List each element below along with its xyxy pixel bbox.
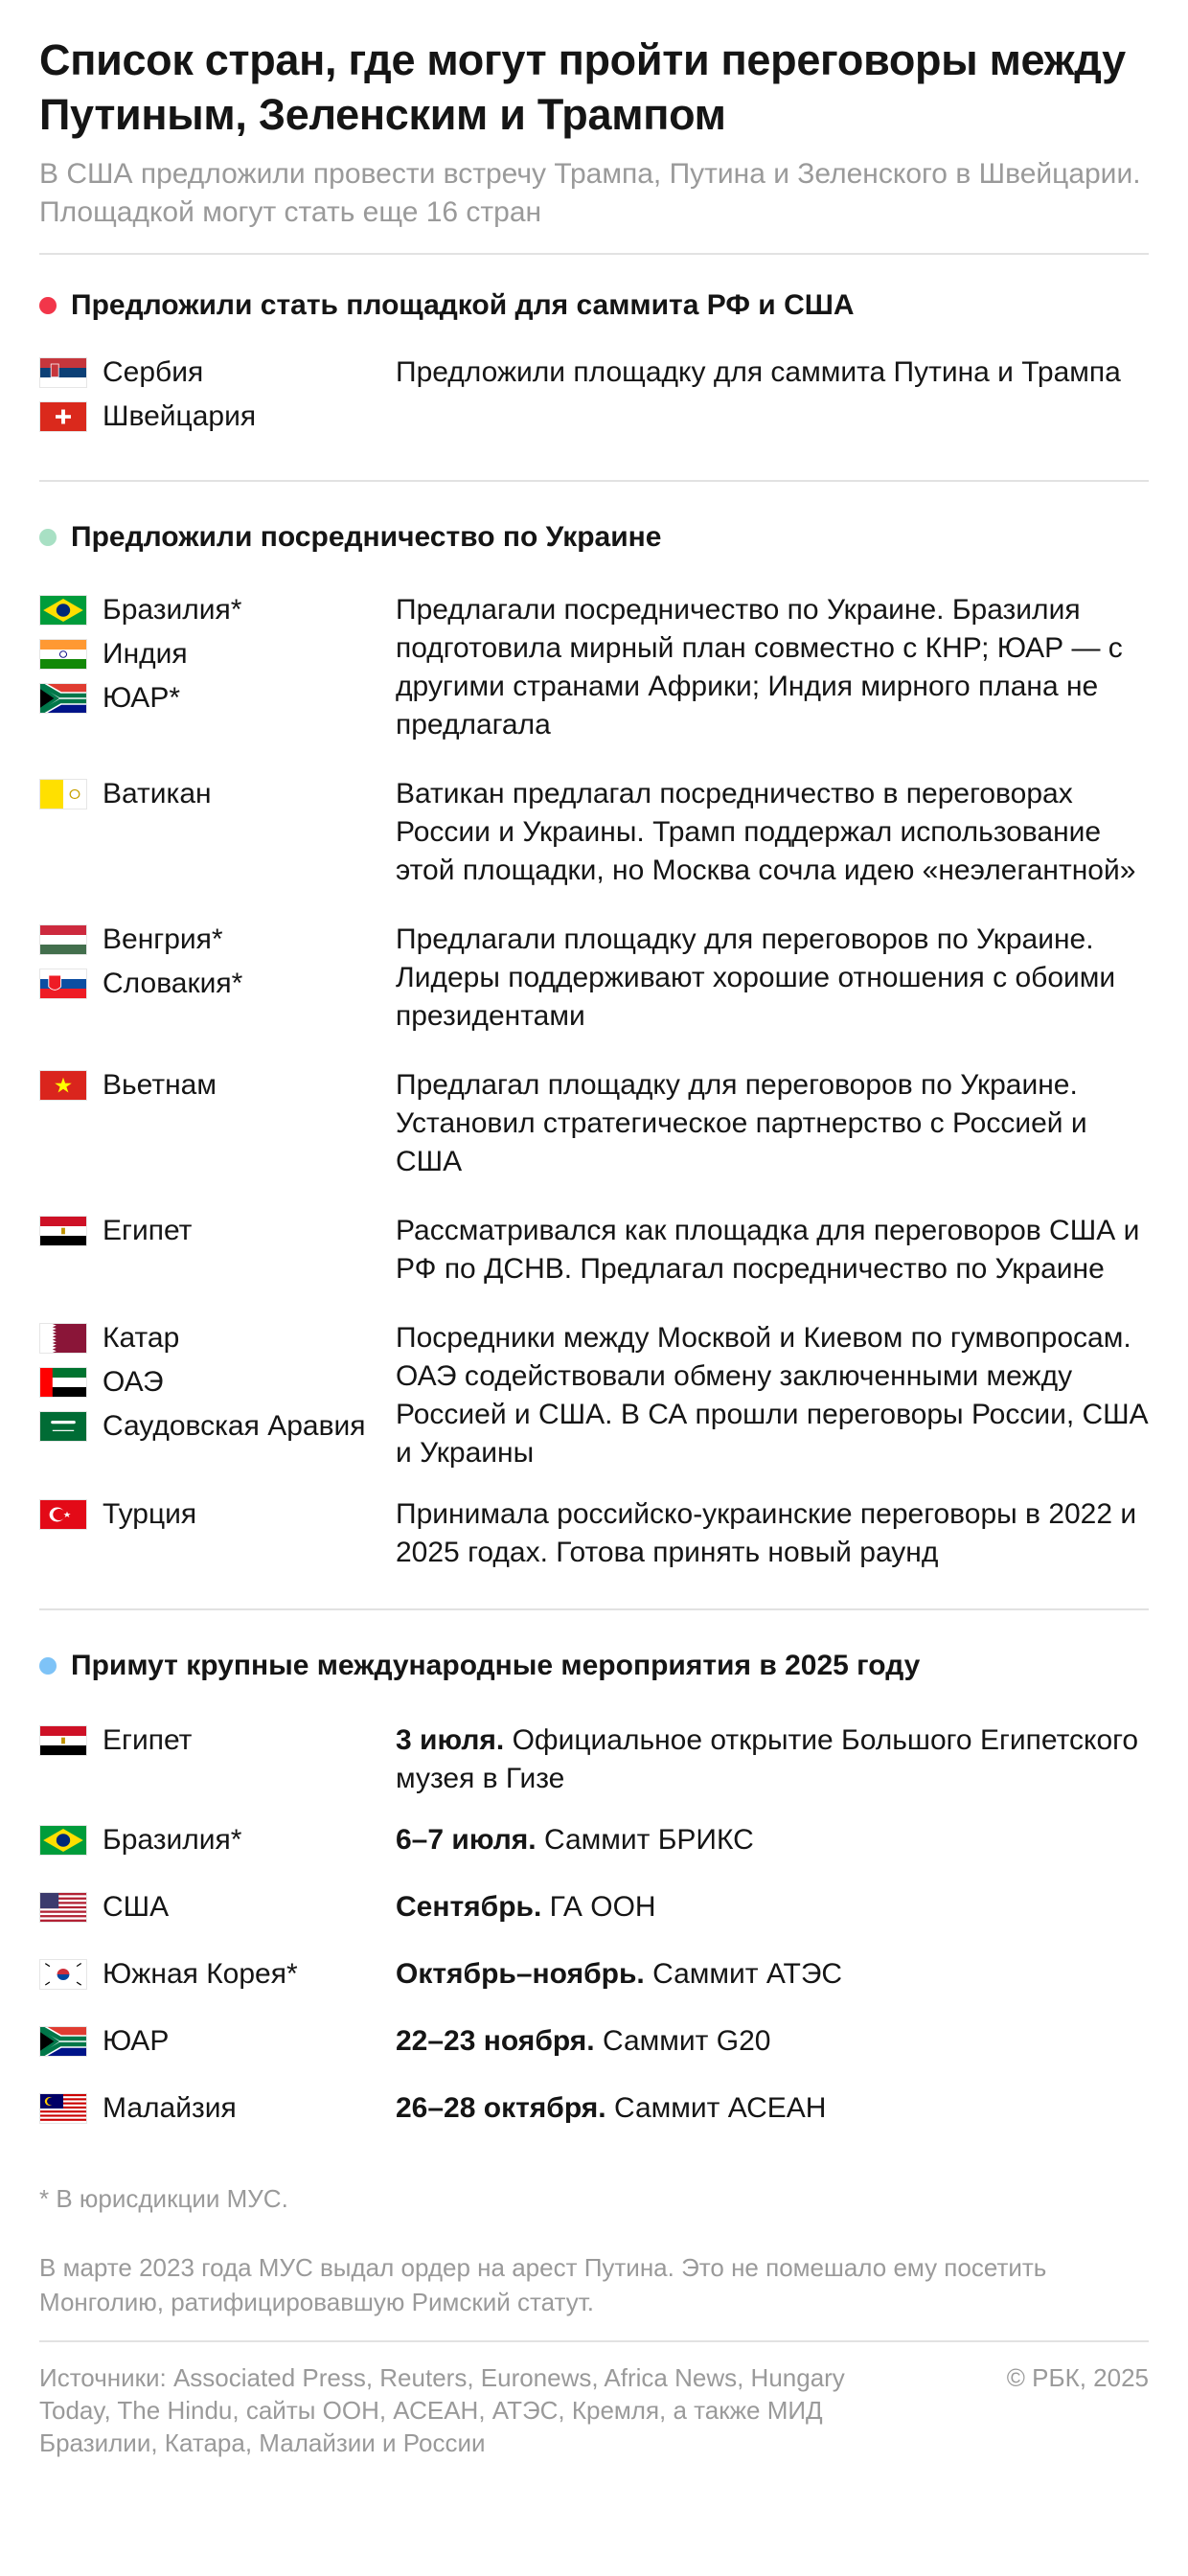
list-item (39, 353, 1149, 442)
south-africa-flag-icon (39, 2026, 87, 2057)
india-flag-icon (39, 639, 87, 670)
event-text: ГА ООН (549, 1891, 656, 1923)
section-heading-text: Предложили посредничество по Украине (71, 521, 662, 553)
country-name: ЮАР* (103, 682, 181, 714)
list-item (39, 1888, 1149, 1932)
country-list (39, 2022, 396, 2066)
country-name: Южная Корея* (103, 1958, 298, 1990)
row-description: Предлагали посредничество по Украине. Бразилия подготовила мирный план совместно с КНР; ЮАР — с другими странами Африки; Индия мирного плана не предлагала (396, 594, 1123, 741)
blue-dot-icon (39, 1657, 57, 1675)
event-date: 22–23 ноября. (396, 2025, 595, 2057)
country-name: Бразилия* (103, 594, 242, 626)
sources-text: Источники: Associated Press, Reuters, Euronews, Africa News, Hungary Today, The Hindu, сайты ООН, АСЕАН, АТЭС, Кремля, а также МИД Бразилии, Катара, Малайзии и России (39, 2363, 845, 2457)
country-name: Катар (103, 1322, 180, 1354)
copyright-text: © РБК, 2025 (1006, 2363, 1149, 2392)
country-name: Египет (103, 1215, 193, 1246)
country-name: Саудовская Аравия (103, 1410, 366, 1442)
country-item (39, 1821, 396, 1859)
row-description (396, 1888, 1149, 1926)
switzerland-flag-icon (39, 401, 87, 432)
country-list (39, 1821, 396, 1865)
country-list (39, 1495, 396, 1539)
row-description: Принимала российско-украинские переговоры в 2022 и 2025 годах. Готова принять новый раунд (396, 1498, 1137, 1568)
section-heading-events (39, 1647, 1149, 1685)
list-item (39, 1212, 1149, 1288)
country-item (39, 775, 396, 813)
event-text: Саммит БРИКС (543, 1824, 754, 1856)
section-heading-text: Примут крупные международные мероприятия в 2025 году (71, 1650, 921, 1681)
event-date: 3 июля. (396, 1724, 505, 1756)
brazil-flag-icon (39, 595, 87, 626)
list-item (39, 1821, 1149, 1865)
country-list (39, 1888, 396, 1932)
list-item (39, 1066, 1149, 1181)
country-list (39, 1721, 396, 1766)
divider (39, 2340, 1149, 2342)
egypt-flag-icon (39, 1725, 87, 1756)
list-item (39, 2022, 1149, 2066)
south-korea-flag-icon (39, 1959, 87, 1990)
vatican-flag-icon (39, 779, 87, 809)
country-name: Словакия* (103, 968, 243, 999)
note-text: В марте 2023 года МУС выдал ордер на арест Путина. Это не помешало ему посетить Монголию, ратифицировавшую Римский статут. (39, 2253, 1047, 2316)
section-heading-summit (39, 286, 1149, 325)
country-list (39, 921, 396, 1009)
event-date: Октябрь–ноябрь. (396, 1958, 645, 1990)
country-name: Бразилия* (103, 1824, 242, 1856)
row-description (396, 1721, 1149, 1798)
country-list (39, 353, 396, 442)
slovakia-flag-icon (39, 969, 87, 999)
south-africa-flag-icon (39, 683, 87, 714)
divider (39, 253, 1149, 255)
uae-flag-icon (39, 1367, 87, 1398)
event-text: Саммит АТЭС (652, 1958, 843, 1990)
usa-flag-icon (39, 1892, 87, 1923)
list-item (39, 1495, 1149, 1572)
country-name: США (103, 1891, 170, 1923)
serbia-flag-icon (39, 357, 87, 388)
row-description: Ватикан предлагал посредничество в переговорах России и Украины. Трамп поддержал использование этой площадки, но Москва сочла идею «неэлегантной» (396, 778, 1136, 886)
country-name: Швейцария (103, 400, 257, 432)
country-name: Сербия (103, 356, 204, 388)
country-item (39, 2022, 396, 2061)
country-name: ОАЭ (103, 1366, 164, 1398)
country-list (39, 2089, 396, 2133)
country-list (39, 591, 396, 723)
event-date: Сентябрь. (396, 1891, 542, 1923)
row-description: Предлагал площадку для переговоров по Украине. Установил стратегическое партнерство с Россией и США (396, 1069, 1087, 1177)
country-name: Вьетнам (103, 1069, 217, 1101)
event-date: 6–7 июля. (396, 1824, 537, 1856)
egypt-flag-icon (39, 1216, 87, 1246)
country-name: Ватикан (103, 778, 212, 809)
row-description: Предлагали площадку для переговоров по Украине. Лидеры поддерживают хорошие отношения с обоими президентами (396, 923, 1116, 1032)
country-name: Турция (103, 1498, 197, 1530)
page-title: Список стран, где могут пройти переговоры между Путиным, Зеленским и Трампом (39, 35, 1126, 139)
row-description: Предложили площадку для саммита Путина и Трампа (396, 356, 1121, 388)
brazil-flag-icon (39, 1825, 87, 1856)
row-description: Рассматривался как площадка для переговоров США и РФ по ДСНВ. Предлагал посредничество по Украине (396, 1215, 1140, 1285)
country-name: Малайзия (103, 2092, 237, 2124)
country-item (39, 1363, 396, 1402)
country-item (39, 398, 396, 436)
malaysia-flag-icon (39, 2093, 87, 2124)
country-item (39, 1066, 396, 1105)
list-item (39, 2089, 1149, 2133)
country-item (39, 1407, 396, 1446)
country-name: Египет (103, 1724, 193, 1756)
event-date: 26–28 октября. (396, 2092, 606, 2124)
country-list (39, 1066, 396, 1110)
footnote: * В юрисдикции МУС. (39, 2184, 288, 2213)
country-item (39, 1495, 396, 1534)
list-item (39, 1319, 1149, 1472)
country-item (39, 353, 396, 392)
row-description (396, 2089, 1149, 2128)
list-item (39, 775, 1149, 890)
qatar-flag-icon (39, 1323, 87, 1354)
turkey-flag-icon (39, 1499, 87, 1530)
vietnam-flag-icon (39, 1070, 87, 1101)
country-item (39, 1955, 396, 1994)
row-description (396, 1955, 1149, 1994)
country-list (39, 775, 396, 819)
event-text: Саммит АСЕАН (613, 2092, 827, 2124)
country-item (39, 635, 396, 673)
list-item (39, 1721, 1149, 1798)
country-item (39, 965, 396, 1003)
country-list (39, 1319, 396, 1451)
divider (39, 480, 1149, 482)
green-dot-icon (39, 529, 57, 546)
row-description: Посредники между Москвой и Киевом по гумвопросам. ОАЭ содействовали обмену заключенными между Россией и США. В СА прошли переговоры России, США и Украины (396, 1322, 1149, 1469)
row-description (396, 1821, 1149, 1859)
country-list (39, 1212, 396, 1256)
country-item (39, 1888, 396, 1926)
row-description (396, 2022, 1149, 2061)
country-item (39, 921, 396, 959)
section-heading-text: Предложили стать площадкой для саммита РФ и США (71, 289, 855, 321)
event-text: Официальное открытие Большого Египетского музея в Гизе (396, 1724, 1139, 1794)
hungary-flag-icon (39, 924, 87, 955)
section-heading-mediation (39, 518, 1149, 557)
red-dot-icon (39, 297, 57, 314)
country-item (39, 1212, 396, 1250)
country-name: ЮАР (103, 2025, 170, 2057)
divider (39, 1608, 1149, 1610)
country-item (39, 1319, 396, 1357)
country-item (39, 591, 396, 629)
list-item (39, 591, 1149, 744)
page-subtitle: В США предложили провести встречу Трампа, Путина и Зеленского в Швейцарии. Площадкой могут стать еще 16 стран (39, 158, 1141, 228)
list-item (39, 921, 1149, 1036)
footer (39, 2361, 1149, 2459)
country-name: Индия (103, 638, 188, 670)
saudi-flag-icon (39, 1411, 87, 1442)
list-item (39, 1955, 1149, 1999)
country-item (39, 679, 396, 718)
event-text: Саммит G20 (602, 2025, 771, 2057)
country-name: Венгрия* (103, 923, 223, 955)
country-item (39, 1721, 396, 1760)
country-item (39, 2089, 396, 2128)
country-list (39, 1955, 396, 1999)
